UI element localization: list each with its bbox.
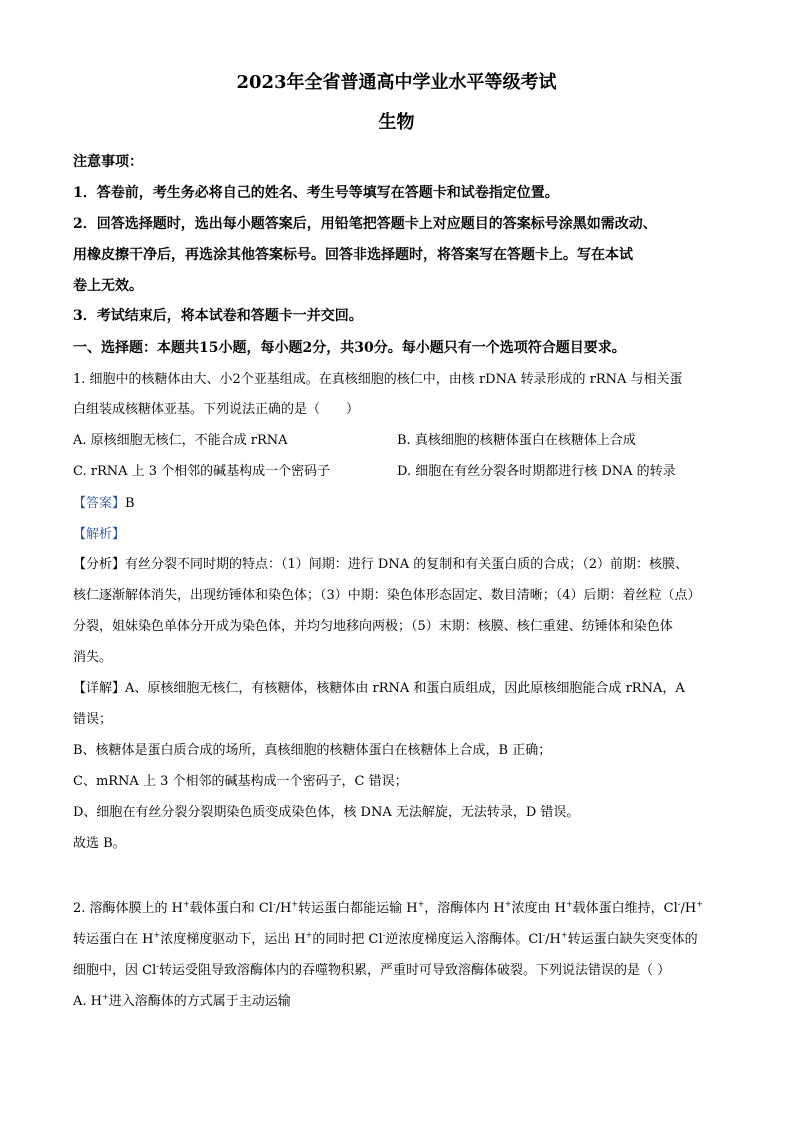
notice-item-1: 1．答卷前，考生务必将自己的姓名、考生号等填写在答题卡和试卷指定位置。 <box>73 185 559 201</box>
q1-option-d: D. 细胞在有丝分裂各时期都进行核 DNA 的转录 <box>397 464 676 479</box>
superscript: + <box>696 899 703 909</box>
xiangjie-line-3: B、核糖体是蛋白质合成的场所，真核细胞的核糖体蛋白在核糖体上合成，B 正确； <box>73 743 552 758</box>
q2-text: A. H <box>73 994 102 1009</box>
superscript: + <box>183 899 190 909</box>
q2-stem-line-1 <box>73 899 703 919</box>
q2-text: 浓度梯度驱动下，运出 H <box>160 932 306 947</box>
notice-item-2-line-3: 卷上无效。 <box>73 278 143 294</box>
q1-conclusion: 故选 B。 <box>73 836 126 851</box>
q2-text: ，溶酶体内 H <box>424 901 505 916</box>
q2-text: 转运蛋白缺失突变体的 <box>567 932 698 947</box>
superscript: + <box>153 930 161 940</box>
xiangjie-tag: 【详解】 <box>73 681 126 696</box>
notice-item-3: 3．考试结束后，将本试卷和答题卡一并交回。 <box>73 308 363 324</box>
notice-item-2-line-1: 2．回答选择题时，选出每小题答案后，用铅笔把答题卡上对应题目的答案标号涂黑如需改动、 <box>73 216 657 232</box>
fenxi-line-3: 分裂，姐妹染色单体分开成为染色体，并均匀地移向两极；（5）末期：核膜、核仁重建、纺锤体和染色体 <box>73 619 673 634</box>
q2-stem-line-3 <box>73 961 670 981</box>
superscript: - <box>542 930 546 940</box>
superscript: + <box>102 992 109 1002</box>
superscript: - <box>272 899 276 909</box>
q2-text: 浓度由 H <box>511 901 566 916</box>
answer-tag: 【答案】 <box>73 496 126 511</box>
q1-answer <box>73 494 135 514</box>
notice-item-2-line-2: 用橡皮擦干净后，再选涂其他答案标号。回答非选择题时，将答案写在答题卡上。写在本试 <box>73 247 633 263</box>
analysis-tag: 【解析】 <box>73 527 126 542</box>
xiangjie-line-2: 错误； <box>73 712 113 727</box>
q2-text: 转运蛋白在 H <box>73 932 154 947</box>
subject-title: 生物 <box>378 112 415 133</box>
notice-heading: 注意事项： <box>73 154 143 170</box>
exam-title: 2023年全省普通高中学业水平等级考试 <box>236 72 557 93</box>
superscript: - <box>156 961 159 971</box>
q2-option-a <box>73 992 291 1012</box>
q1-option-b: B. 真核细胞的核糖体蛋白在核糖体上合成 <box>397 433 636 448</box>
q1-option-c: C. rRNA 上 3 个相邻的碱基构成一个密码子 <box>73 464 331 479</box>
xiangjie-text-1: A、原核细胞无核仁，有核糖体，核糖体由 rRNA 和蛋白质组成，因此原核细胞能合成 rRNA，A <box>125 681 685 696</box>
superscript: + <box>565 899 573 909</box>
q1-option-a: A. 原核细胞无核仁，不能合成 rRNA <box>73 433 288 448</box>
q2-text: 载体蛋白和 Cl <box>189 901 273 916</box>
section-heading: 一、选择题：本题共15小题，每小题2分，共30分。每小题只有一个选项符合题目要求。 <box>73 340 626 356</box>
xiangjie-line-4: C、mRNA 上 3 个相邻的碱基构成一个密码子，C 错误； <box>73 774 408 789</box>
superscript: - <box>382 930 386 940</box>
q2-text: /H <box>545 932 561 947</box>
q2-text: 载体蛋白维持，Cl <box>572 901 678 916</box>
fenxi-line-2: 核仁逐渐解体消失，出现纺锤体和染色体；（3）中期：染色体形态固定、数目清晰；（4）后期：着丝粒（点） <box>73 588 701 603</box>
fenxi-line-1 <box>73 555 688 575</box>
q2-text: 转运受阻导致溶酶体内的吞噬物积累，严重时可导致溶酶体破裂。下列说法错误的是（ ） <box>158 963 671 978</box>
q2-text: /H <box>275 901 292 916</box>
q2-text: 逆浓度梯度运入溶酶体。Cl <box>385 932 543 947</box>
fenxi-text-1: 有丝分裂不同时期的特点：（1）间期：进行 DNA 的复制和有关蛋白质的合成；（2）前期：核膜、 <box>125 557 689 572</box>
q2-text: 进入溶酶体的方式属于主动运输 <box>108 994 291 1009</box>
xiangjie-line-5: D、细胞在有丝分裂分裂期染色质变成染色体，核 DNA 无法解旋，无法转录，D 错误。 <box>73 805 580 820</box>
q2-text: /H <box>680 901 697 916</box>
superscript: + <box>560 930 568 940</box>
answer-value: B <box>125 496 135 511</box>
superscript: + <box>417 899 425 909</box>
superscript: + <box>305 930 313 940</box>
q1-stem-line-2: 白组装成核糖体亚基。下列说法正确的是（ ） <box>73 402 360 417</box>
fenxi-tag: 【分析】 <box>73 557 126 572</box>
q2-text: 的同时把 Cl <box>312 932 383 947</box>
xiangjie-line-1 <box>73 679 685 699</box>
q2-stem-line-2 <box>73 930 698 950</box>
superscript: + <box>504 899 512 909</box>
q2-text: 细胞中，因 Cl <box>73 963 157 978</box>
fenxi-line-4: 消失。 <box>73 650 113 665</box>
superscript: + <box>291 899 299 909</box>
q2-text: 2. 溶酶体膜上的 H <box>73 901 184 916</box>
superscript: - <box>677 899 681 909</box>
q1-stem-line-1: 1. 细胞中的核糖体由大、小2个亚基组成。在真核细胞的核仁中，由核 rDNA 转录形成的 rRNA 与相关蛋 <box>73 372 683 387</box>
q2-text: 转运蛋白都能运输 H <box>298 901 418 916</box>
